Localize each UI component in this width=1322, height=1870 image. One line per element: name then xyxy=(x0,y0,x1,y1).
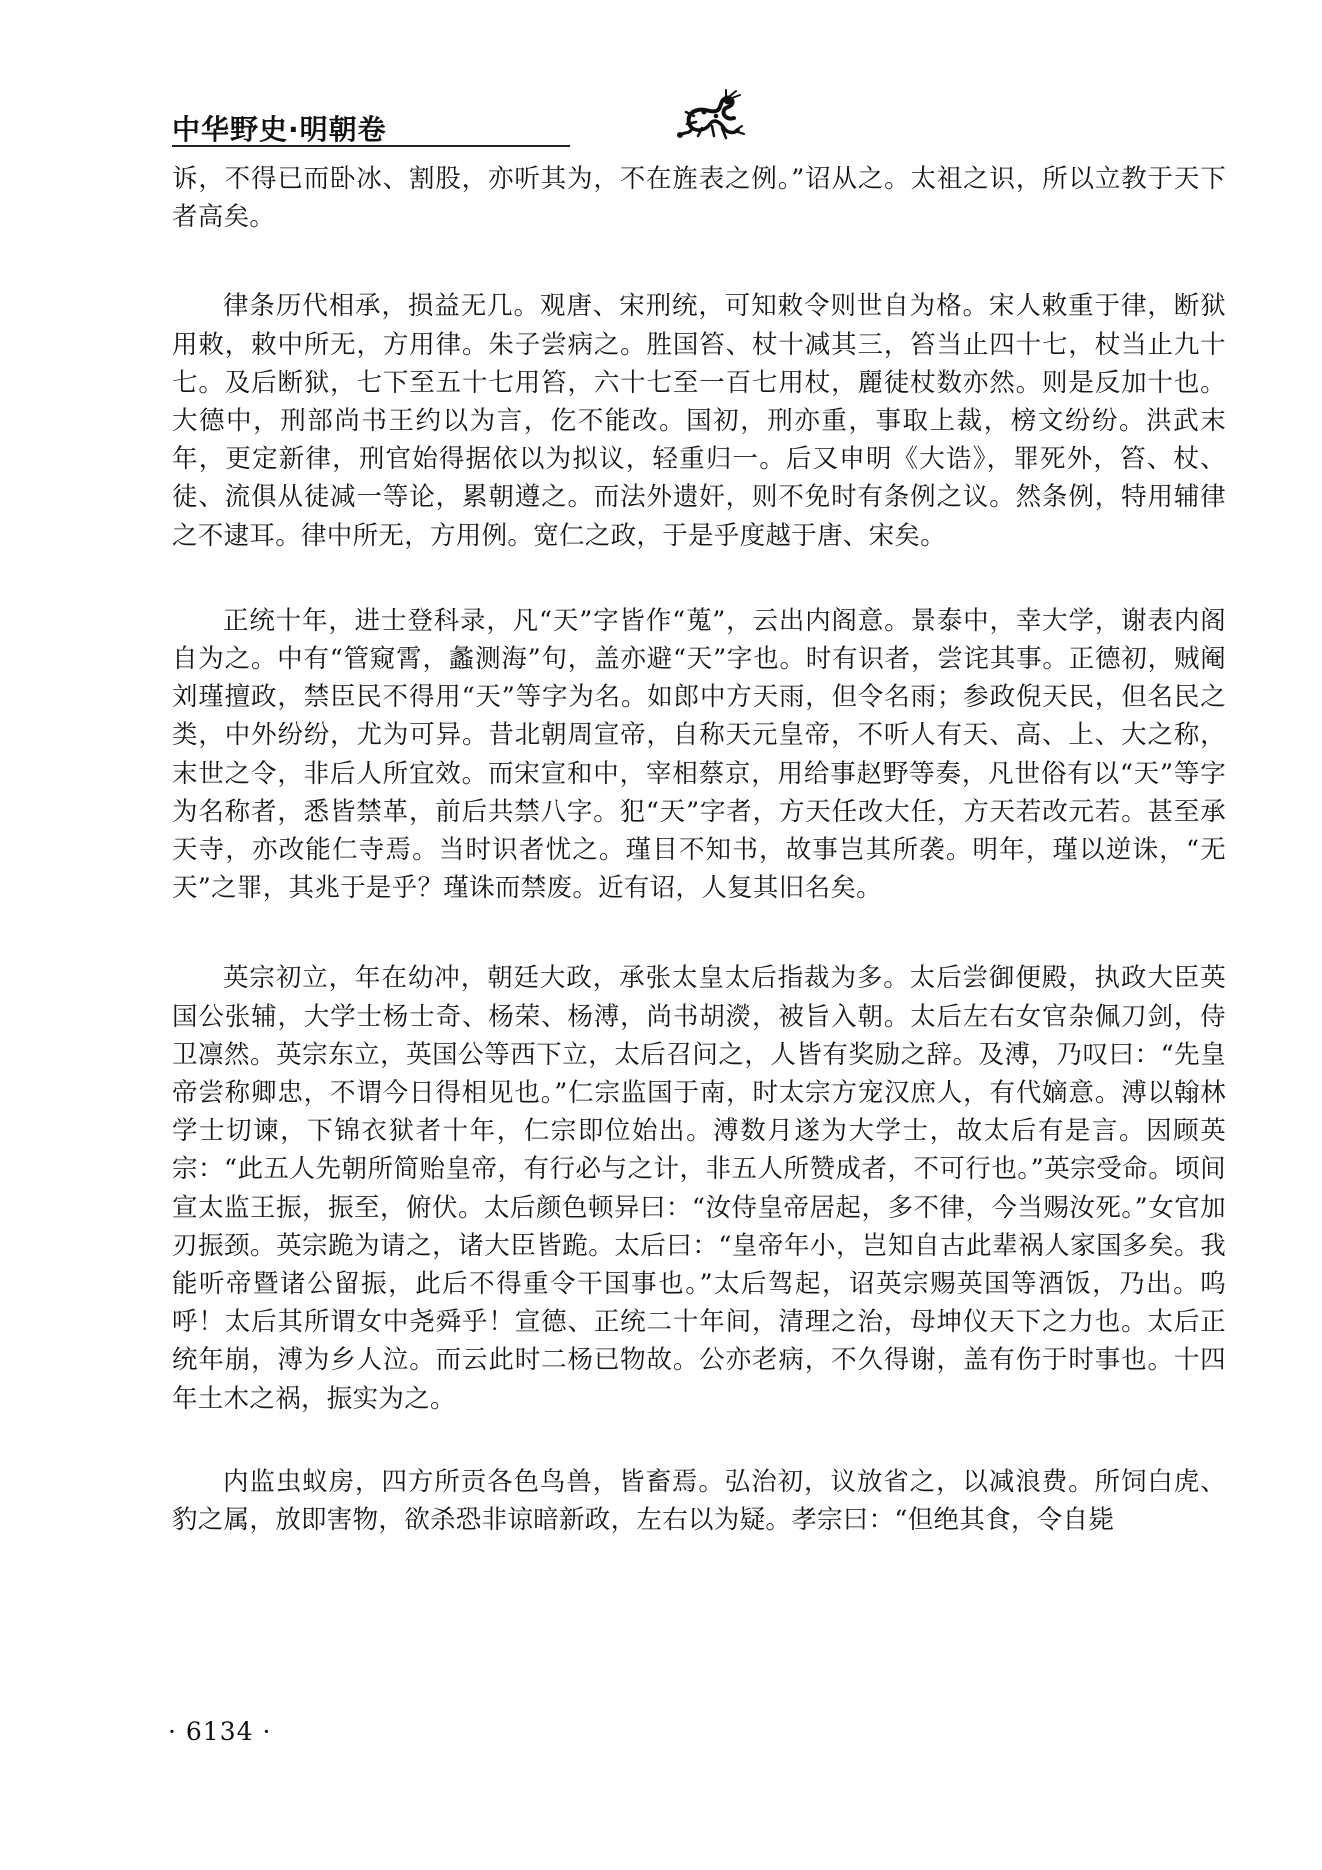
paragraph-law-codes: 律条历代相承，损益无几。观唐、宋刑统，可知敕令则世自为格。宋人敕重于律，断狱用敕，敕中所无，方用律。朱子尝病之。胜国笞、杖十减其三，笞当止四十七，杖当止九十七。及后断狱，七下至五十七用笞，六十七至一百七用杖，麗徒杖数亦然。则是反加十也。大德中，刑部尚书王约以为言，仡不能改。国初，刑亦重，事取上裁，榜文纷纷。洪武末年，更定新律，刑官始得据依以为拟议，轻重归一。后又申明《大诰》，罪死外，笞、杖、徒、流俱从徒减一等论，累朝遵之。而法外遗奸，则不免时有条例之议。然条例，特用辅律之不逮耳。律中所无，方用例。宽仁之政，于是乎度越于唐、宋矣。 xyxy=(172,291,1226,551)
header-rule xyxy=(172,145,570,147)
dragon-icon xyxy=(672,88,746,148)
paragraph-continued: 诉，不得已而卧冰、割股，亦听其为，不在旌表之例。”诏从之。太祖之识，所以立教于天下者高矣。 xyxy=(172,164,1226,233)
paragraph-yingzong: 英宗初立，年在幼冲，朝廷大政，承张太皇太后指裁为多。太后尝御便殿，执政大臣英国公张辅，大学士杨士奇、杨荣、杨溥，尚书胡濙，被旨入朝。太后左右女官杂佩刀剑，侍卫凛然。英宗东立，英国公等西下立，太后召问之，人皆有奖励之辞。及溥，乃叹曰：“先皇帝尝称卿忠，不谓今日得相见也。”仁宗监国于南，时太宗方宠汉庶人，有代嫡意。溥以翰林学士切谏，下锦衣狱者十年，仁宗即位始出。溥数月遂为大学士，故太后有是言。因顾英宗：“此五人先朝所简贻皇帝，有行必与之计，非五人所赞成者，不可行也。”英宗受命。顷间宣太监王振，振至，俯伏。太后颜色顿异曰：“汝侍皇帝居起，多不律，今当赐汝死。”女官加刃振颈。英宗跪为请之，诸大臣皆跪。太后曰：“皇帝年小，岂知自古此辈祸人家国多矣。我能听帝暨诸公留振，此后不得重令干国事也。”太后驾起，诏英宗赐英国等酒饭，乃出。呜呼！太后其所谓女中尧舜乎！宣德、正统二十年间，清理之治，母坤仪天下之力也。太后正统年崩，溥为乡人泣。而云此时二杨已物故。公亦老病，不久得谢，盖有伤于时事也。十四年土木之祸，振实为之。 xyxy=(172,963,1226,1414)
paragraph-tian-taboo: 正统十年，进士登科录，凡“天”字皆作“蒐”，云出内阁意。景泰中，幸大学，谢表内阁自为之。中有“管窥霄，蠡测海”句，盖亦避“天”字也。时有识者，尝诧其事。正德初，贼阉刘瑾擅政，禁臣民不得用“天”等字为名。如郎中方天雨，但令名雨；参政倪天民，但名民之类，中外纷纷，尤为可异。昔北朝周宣帝，自称天元皇帝，不听人有天、高、上、大之称，末世之令，非后人所宜效。而宋宣和中，宰相蔡京，用给事赵野等奏，凡世俗有以“天”等字为名称者，悉皆禁革，前后共禁八字。犯“天”字者，方天任改大任，方天若改元若。甚至承天寺，亦改能仁寺焉。当时识者忧之。瑾目不知书，故事岂其所袭。明年，瑾以逆诛，“无天”之罪，其兆于是乎？瑾诛而禁废。近有诏，人复其旧名矣。 xyxy=(172,605,1226,904)
page-number: · 6134 · xyxy=(168,1717,272,1746)
book-title: 中华野史·明朝卷 xyxy=(172,113,387,146)
page-body xyxy=(172,160,1226,1539)
paragraph-insect-house: 内监虫蚁房，四方所贡各色鸟兽，皆畜焉。弘治初，议放省之，以减浪费。所饲白虎、豹之属，放即害物，欲杀恐非谅暗新政，左右以为疑。孝宗曰：“但绝其食，令自毙 xyxy=(172,1466,1226,1536)
